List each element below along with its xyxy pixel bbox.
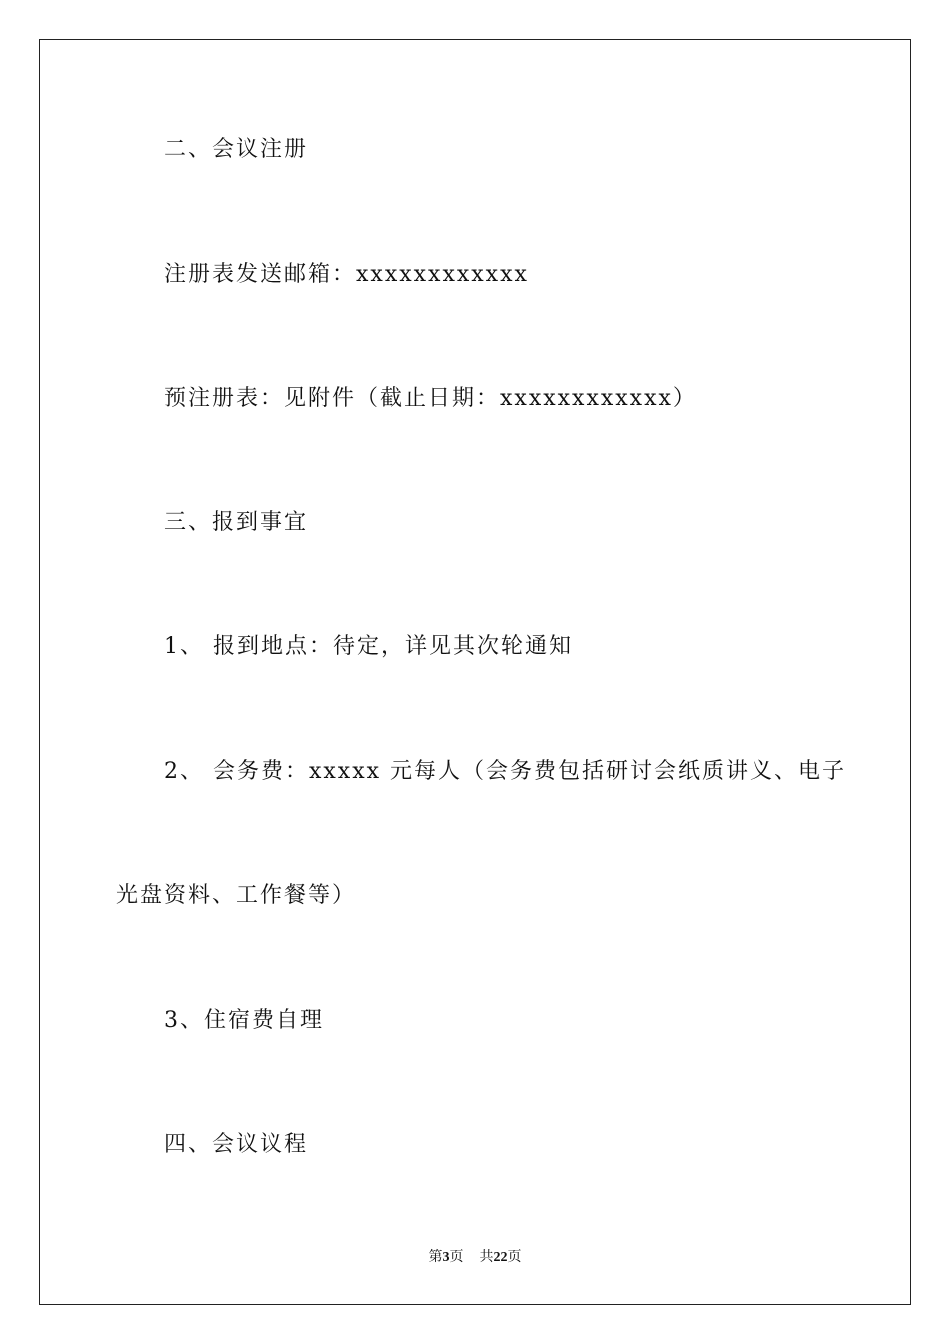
accommodation-line: 3、住宿费自理 — [164, 1008, 324, 1033]
conference-fee-line: 2、 会务费：xxxxx 元每人（会务费包括研讨会纸质讲义、电子 — [164, 759, 847, 784]
footer-page-number: 3 — [442, 1250, 450, 1265]
check-in-location-line: 1、 报到地点：待定，详见其次轮通知 — [164, 634, 573, 659]
footer-page-prefix: 第 — [428, 1250, 443, 1265]
section-heading-check-in: 三、报到事宜 — [164, 510, 309, 535]
section-heading-agenda: 四、会议议程 — [164, 1132, 309, 1157]
page-footer — [0, 1249, 950, 1267]
section-heading-registration: 二、会议注册 — [164, 137, 309, 162]
footer-total-suffix: 页 — [507, 1250, 522, 1265]
footer-page-suffix: 页 — [449, 1250, 464, 1265]
footer-total-prefix: 共 — [479, 1250, 494, 1265]
registration-email-line: 注册表发送邮箱：xxxxxxxxxxxx — [164, 262, 529, 287]
pre-registration-line: 预注册表：见附件（截止日期：xxxxxxxxxxxx） — [164, 386, 697, 411]
conference-fee-continuation-line: 光盘资料、工作餐等） — [116, 883, 357, 908]
footer-total-pages: 22 — [493, 1250, 508, 1265]
page-border — [39, 39, 911, 1305]
